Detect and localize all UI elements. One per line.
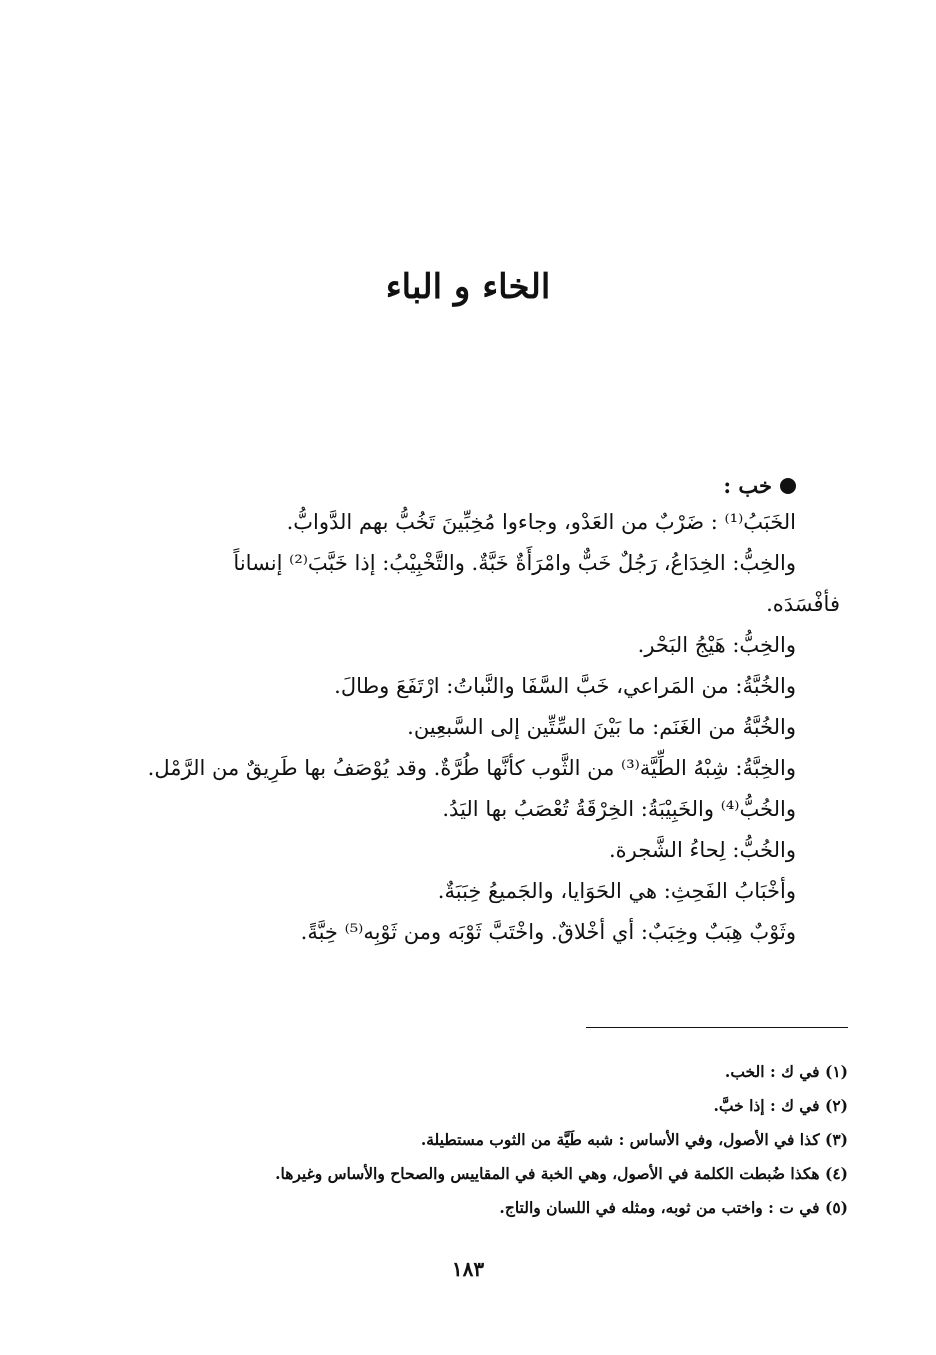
entry-line: والخِبَّةُ: شِبْهُ الطِّيَّة⁽³⁾ من الثَّوب كأنَّها طُرَّةٌ. وقد يُوْصَفُ بها طَرِيقٌ من الرَّمْل. bbox=[147, 756, 796, 780]
entry-line: والخِبُّ: هَيْجُ البَحْر. bbox=[637, 633, 796, 657]
bullet-icon bbox=[780, 478, 796, 494]
entry-line: الخَبَبُ⁽¹⁾ : ضَرْبٌ من العَدْو، وجاءوا مُخِبِّينَ تَخُبُّ بهم الدَّوابُّ. bbox=[286, 510, 796, 534]
footnote: (٥) في ت : واختب من ثوبه، ومثله في اللسان والتاج. bbox=[499, 1198, 848, 1217]
footnote: (٢) في ك : إذا خبَّ. bbox=[713, 1096, 848, 1115]
entry-line: والخُبَّةُ: من المَراعي، خَبَّ السَّفَا والنَّباتُ: ارْتَفَعَ وطالَ. bbox=[334, 674, 796, 698]
entry-line: وثَوْبٌ هِبَبٌ وخِبَبٌ: أي أخْلاقٌ. واخْتَبَّ ثَوْبَه ومن ثَوْبِه⁽⁵⁾ خِبَّةً. bbox=[300, 920, 796, 944]
entry-headword: خب : bbox=[723, 473, 772, 498]
page-number: ١٨٣ bbox=[451, 1257, 485, 1281]
footnote: (١) في ك : الخب. bbox=[724, 1062, 848, 1081]
chapter-title: الخاء و الباء bbox=[385, 267, 551, 307]
footnote: (٤) هكذا ضُبطت الكلمة في الأصول، وهي الخبة في المقاييس والصحاح والأساس وغيرها. bbox=[275, 1164, 848, 1183]
dictionary-entry bbox=[76, 470, 840, 953]
entry-line: والخُبُّ⁽⁴⁾ والخَبِيْبَةُ: الخِرْقَةُ تُعْصَبُ بها اليَدُ. bbox=[442, 797, 796, 821]
entry-head bbox=[76, 470, 796, 502]
entry-line: والخُبَّةُ من الغَنَم: ما بَيْنَ السِّتِّين إلى السَّبعِين. bbox=[407, 715, 796, 739]
entry-line: والخُبُّ: لِحاءُ الشَّجرة. bbox=[609, 838, 796, 862]
footnote-divider bbox=[586, 1027, 848, 1028]
entry-line: والخِبُّ: الخِدَاعُ، رَجُلٌ خَبٌّ وامْرَأَةٌ خَبَّةٌ. والتَّخْبِيْبُ: إذا خَبَّبَ⁽²⁾ إنساناً bbox=[233, 551, 796, 575]
footnotes bbox=[88, 1055, 848, 1225]
footnote: (٣) كذا في الأصول، وفي الأساس : شبه طَيَّة من الثوب مستطيلة. bbox=[420, 1130, 848, 1149]
entry-line: وأخْبَابُ الفَحِثِ: هي الحَوَايا، والجَميعُ خِبَبَةٌ. bbox=[437, 879, 796, 903]
entry-line-continuation: فأفْسَدَه. bbox=[766, 592, 840, 616]
